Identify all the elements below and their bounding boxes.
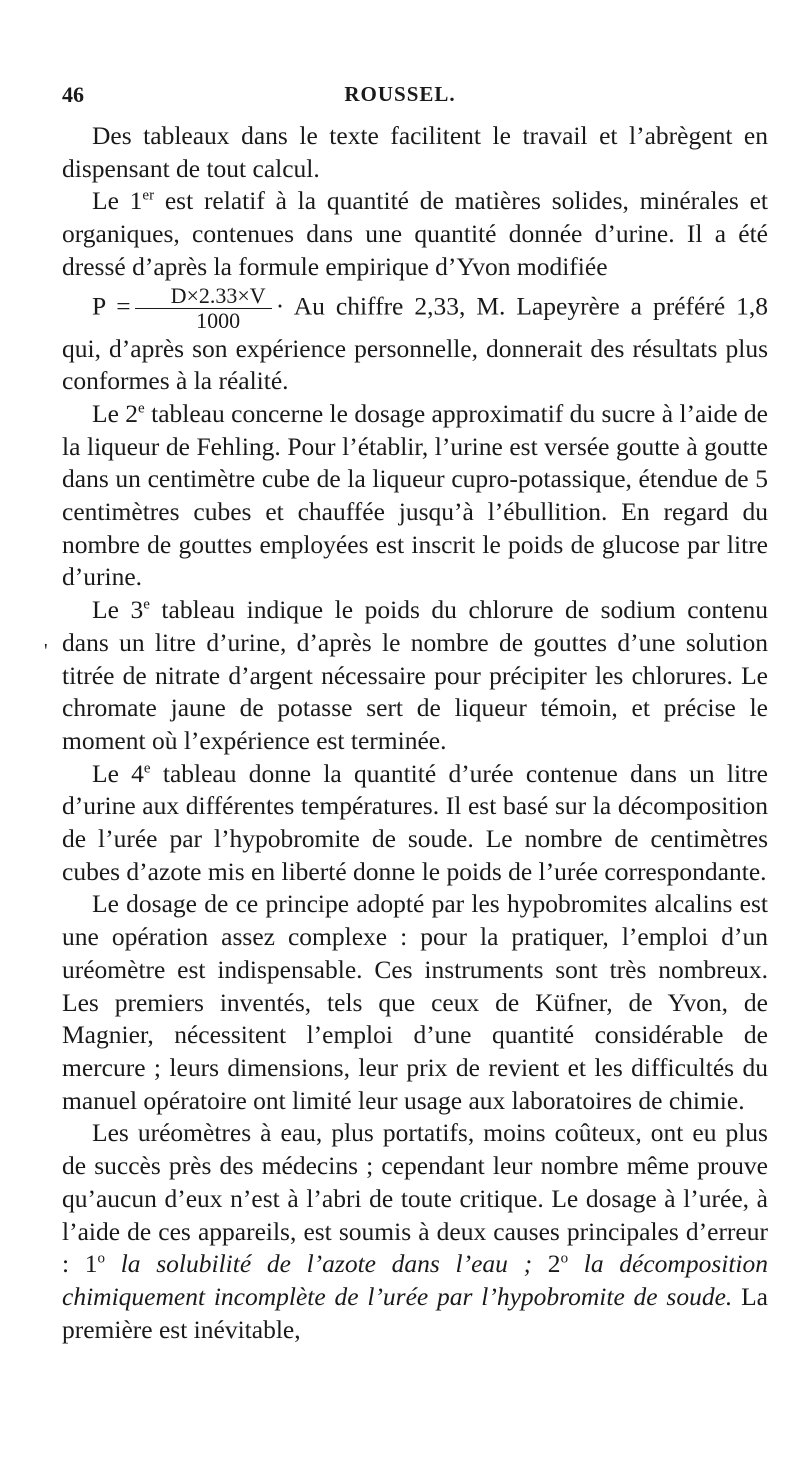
paragraph-text: tableau concerne le dosage approximatif du sucre à l’aide de la liqueur de Fehling. Pour l’établir, l’urine est versée goutte à goutte dans un centimètre cube de la liqueur cupro-potassique, étendue de 5 centimètres cubes et chauffée jusqu’à l’ébullition. En regard du nombre de gouttes employées est inscrit le poids de glucose par litre d’urine.: [62, 398, 768, 592]
paragraph-text: La première est inévitable,: [62, 1281, 768, 1344]
ordinal-superscript: e: [143, 596, 150, 613]
ordinal-superscript: e: [138, 400, 145, 417]
paragraph-text: · Au chiffre 2,33, M. Lapeyrère a préféré 1,8 qui, d’après son expérience personnelle, donnerait des résultats plus conformes à la réalité.: [62, 290, 768, 396]
paragraph-text: Le 3: [92, 595, 144, 625]
paragraph: [62, 398, 768, 594]
ordinal-superscript: o: [560, 1250, 569, 1267]
formula-denominator: 1000: [196, 307, 241, 333]
page-header: [62, 82, 738, 112]
paragraph-text: 2: [532, 1249, 561, 1279]
paragraph: [62, 185, 768, 398]
paragraph-text: Les uréomètres à eau, plus portatifs, moins coûteux, ont eu plus de succès près des médecins ; cependant leur nombre même prouve qu’aucun d’eux n’est à l’abri de toute critique. Le dosage à l’urée, à l’aide de ces appareils, est soumis à deux causes principales d’erreur : 1: [62, 1118, 768, 1279]
paragraph-text: est relatif à la quantité de matières solides, minérales et organiques, contenues dans une quantité donnée d’urine. Il a été dressé d’après la formule empirique d’Yvon modifiée: [62, 186, 768, 281]
paragraph-text: Le 1: [92, 186, 143, 216]
paragraph: Des tableaux dans le texte facilitent le travail et l’abrègent en dispensant de tout calcul.: [62, 121, 768, 183]
ordinal-superscript: o: [97, 1250, 106, 1267]
italic-text: la décomposition chimiquement incomplète de l’urée par l’hypobromite de soude.: [62, 1249, 768, 1311]
ordinal-superscript: er: [142, 187, 155, 204]
paragraph-text: Le 2: [92, 398, 139, 428]
paragraph-text: tableau donne la quantité d’urée contenue dans un litre d’urine aux différentes températures. Il est basé sur la décomposition de l’urée par l’hypobromite de soude. Le nombre de centimètres cubes d’azote mis en liberté donne le poids de l’urée correspondante.: [62, 758, 768, 886]
paragraph: [62, 594, 768, 758]
paragraph-text: tableau indique le poids du chlorure de sodium contenu dans un litre d’urine, d’après le nombre de gouttes d’une solution titrée de nitrate d’argent nécessaire pour précipiter les chlorures. Le chromate jaune de potasse sert de liqueur témoin, et précise le moment où l’expérience est terminée.: [62, 595, 768, 755]
paragraph: Le dosage de ce principe adopté par les hypobromites alcalins est une opération assez complexe : pour la pratiquer, l’emploi d’un uréomètre est indispensable. Ces instruments sont très nombreux. Les premiers inventés, tels que ceux de Küfner, de Yvon, de Magnier, nécessitent l’emploi d’une quantité considérable de mercure ; leurs dimensions, leur prix de revient et les difficultés du manuel opératoire ont limité leur usage aux laboratoires de chimie.: [62, 889, 768, 1115]
ordinal-superscript: e: [143, 760, 151, 777]
paragraph-text: Le 4: [92, 758, 144, 788]
page-number: 46: [62, 82, 84, 107]
body-text: [62, 120, 768, 1346]
formula-numerator: D×2.33×V: [135, 284, 272, 309]
formula-lhs: P =: [92, 290, 131, 320]
paragraph: [62, 1117, 768, 1346]
formula: [62, 284, 768, 398]
margin-mark: ': [44, 640, 48, 662]
paragraph: [62, 758, 768, 889]
formula-fraction: [135, 284, 272, 333]
italic-text: la solubilité de l’azote dans l’eau ;: [105, 1249, 533, 1279]
running-title: ROUSSEL.: [344, 82, 456, 106]
